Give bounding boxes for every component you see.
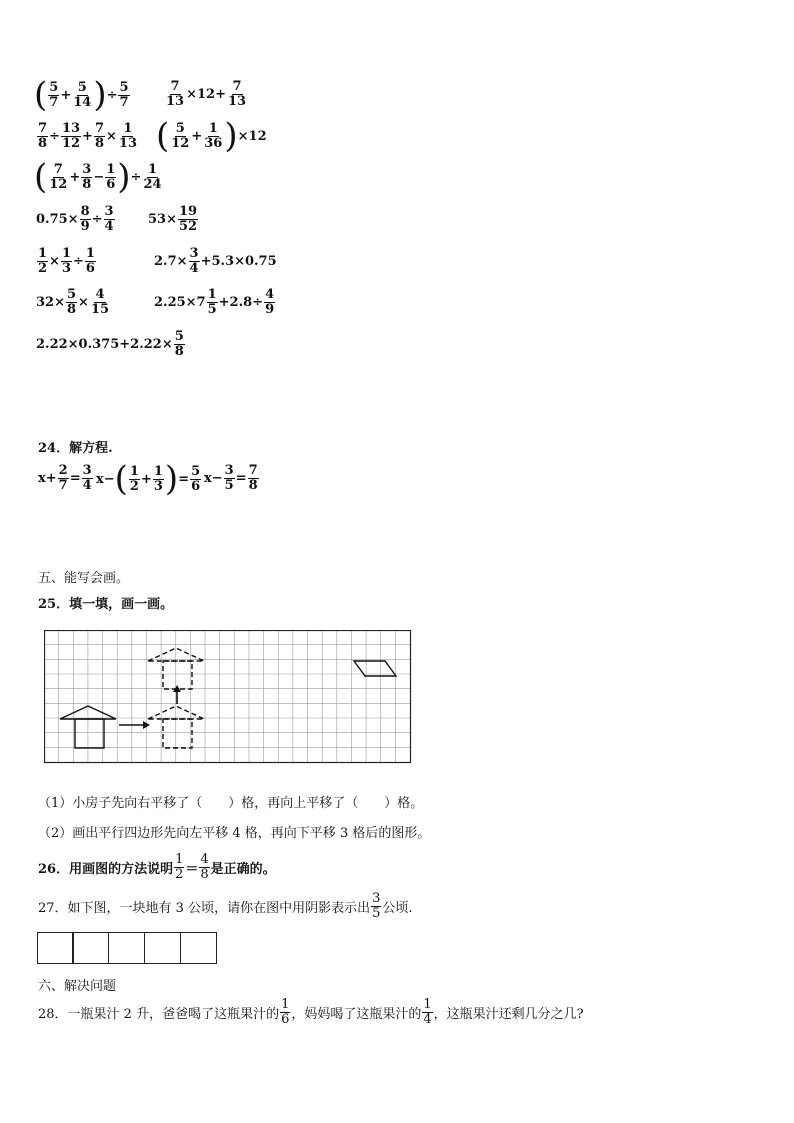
land-box[interactable] <box>37 932 74 964</box>
calc-expr-7: 53× $\frac{19}{52}$ <box>148 204 198 234</box>
calc-expr-8: $\frac{1}{2}$ × $\frac{1}{3}$ ÷ $\frac{1}{6}$ <box>38 246 95 276</box>
calc-expr-4: ( $\frac{5}{12}$ + $\frac{1}{36}$ ) ×12 <box>156 116 267 156</box>
q25-title: 25．填一填，画一画。 <box>38 597 174 612</box>
q25-part-1: （1）小房子先向右平移了（ ）格，再向上平移了（ ）格。 <box>38 796 424 811</box>
q24-title: 24．解方程. <box>38 441 113 456</box>
calc-expr-3: $\frac{7}{8}$ ÷ $\frac{13}{12}$ + $\frac{7}{8}$ × $\frac{1}{13}$ <box>38 121 137 151</box>
grid-lines <box>44 630 410 762</box>
q25-part-2: （2）画出平行四边形先向左平移 4 格，再向下平移 3 格后的图形。 <box>38 826 431 841</box>
q27: 27．如下图，一块地有 3 公顷，请你在图中用阴影表示出 $\frac{3}{5}$ 公顷. <box>38 891 413 921</box>
grid-figure <box>44 630 414 764</box>
land-box[interactable] <box>144 932 181 964</box>
calc-expr-12: 2.22×0.375+2.22× $\frac{5}{8}$ <box>36 329 184 359</box>
calc-expr-2: $\frac{7}{13}$ ×12+ $\frac{7}{13}$ <box>166 79 247 109</box>
q28: 28．一瓶果汁 2 升，爸爸喝了这瓶果汁的 $\frac{1}{6}$ ，妈妈喝了这瓶果汁的 $\frac{1}{4}$ ，这瓶果汁还剩几分之几? <box>38 997 584 1027</box>
arrow-up-icon <box>173 685 181 704</box>
land-boxes <box>38 932 217 964</box>
land-box[interactable] <box>72 932 109 964</box>
equation-1: x+ $\frac{2}{7}$ = $\frac{3}{4}$ <box>38 463 92 493</box>
q26: 26．用画图的方法说明 $\frac{1}{2}$ ＝ $\frac{4}{8}$ 是正确的。 <box>38 852 276 882</box>
land-box[interactable] <box>180 932 217 964</box>
land-box[interactable] <box>108 932 145 964</box>
arrow-right-icon <box>119 721 150 729</box>
equation-3: x− $\frac{3}{5}$ = $\frac{7}{8}$ <box>204 463 258 493</box>
calc-expr-9: 2.7× $\frac{3}{4}$ +5.3×0.75 <box>154 246 277 276</box>
grid-border <box>45 631 411 763</box>
equation-2: x− ( $\frac{1}{2}$ + $\frac{1}{3}$ ) = $\frac{5}{6}$ <box>96 459 201 499</box>
section-6-heading: 六、解决问题 <box>38 979 117 994</box>
calc-expr-6: 0.75× $\frac{8}{9}$ ÷ $\frac{3}{4}$ <box>36 204 114 234</box>
calc-expr-5: ( $\frac{7}{12}$ + $\frac{3}{8}$ − $\frac{1}{6}$ ) ÷ $\frac{1}{24}$ <box>34 157 162 197</box>
calc-expr-1: ( $\frac{5}{7}$ + $\frac{5}{14}$ ) ÷ $\frac{5}{7}$ <box>34 75 129 115</box>
calc-expr-11: 2.25×7 $\frac{1}{5}$ +2.8÷ $\frac{4}{9}$ <box>154 287 275 317</box>
calc-expr-10: 32× $\frac{5}{8}$ × $\frac{4}{15}$ <box>36 287 110 317</box>
section-5-heading: 五、能写会画。 <box>38 571 130 586</box>
